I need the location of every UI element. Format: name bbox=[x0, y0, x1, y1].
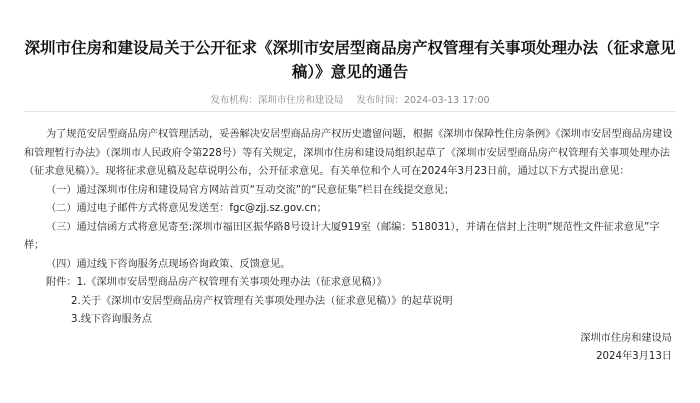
method-item-1: （一）通过深圳市住房和建设局官方网站首页“互动交流”的“民意征集”栏目在线提交意见； bbox=[46, 184, 455, 196]
publish-info bbox=[0, 92, 700, 106]
publish-time-info bbox=[356, 95, 489, 106]
method-item-4: （四）通过线下咨询服务点现场咨询政策、反馈意见。 bbox=[46, 258, 291, 270]
signature-date: 2024年3月13日 bbox=[596, 351, 672, 362]
publisher-label: 发布机构： bbox=[210, 95, 258, 106]
publisher-info bbox=[210, 95, 343, 106]
publish-time-value: 2024-03-13 17:00 bbox=[403, 95, 490, 106]
attachment-link-3[interactable]: 3.线下咨询服务点 bbox=[71, 314, 153, 325]
article-body bbox=[24, 126, 676, 367]
publish-time-label: 发布时间： bbox=[356, 95, 404, 106]
intro-paragraph: 为了规范安居型商品房产权管理活动，妥善解决安居型商品房产权历史遗留问题，根据《深圳市保障性住房条例》《深圳市安居型商品房建设和管理暂行办法》（深圳市人民政府令第228号）等有关规定，深圳市住房和建设局组织起草了《深圳市安居型商品房产权管理有关事项处理办法（征求意见稿）》。现将征求意见稿及起草说明公布，公开征求意见。有关单位和个人可在2024年3月23日前，通过以下方式提出意见： bbox=[24, 129, 673, 177]
publisher-value: 深圳市住房和建设局 bbox=[257, 95, 344, 106]
attachment-link-2[interactable]: 2.关于《深圳市安居型商品房产权管理有关事项处理办法（征求意见稿）》的起草说明 bbox=[71, 295, 453, 307]
divider bbox=[24, 111, 676, 112]
method-item-3: （三）通过信函方式将意见寄至:深圳市福田区振华路8号设计大厦919室（邮编：518031），并请在信封上注明“规范性文件征求意见”字样； bbox=[24, 221, 660, 251]
signature: 深圳市住房和建设局 bbox=[580, 332, 672, 344]
attachment-row-1 bbox=[24, 274, 676, 293]
method-item-2: （二）通过电子邮件方式将意见发送至：fgc@zjj.sz.gov.cn； bbox=[46, 203, 327, 214]
page-title: 深圳市住房和建设局关于公开征求《深圳市安居型商品房产权管理有关事项处理办法（征求意见稿）》意见的通告 bbox=[24, 39, 676, 81]
attachments-label: 附件： bbox=[46, 277, 77, 288]
attachment-link-1[interactable]: 1.《深圳市安居型商品房产权管理有关事项处理办法（征求意见稿）》 bbox=[76, 277, 387, 288]
